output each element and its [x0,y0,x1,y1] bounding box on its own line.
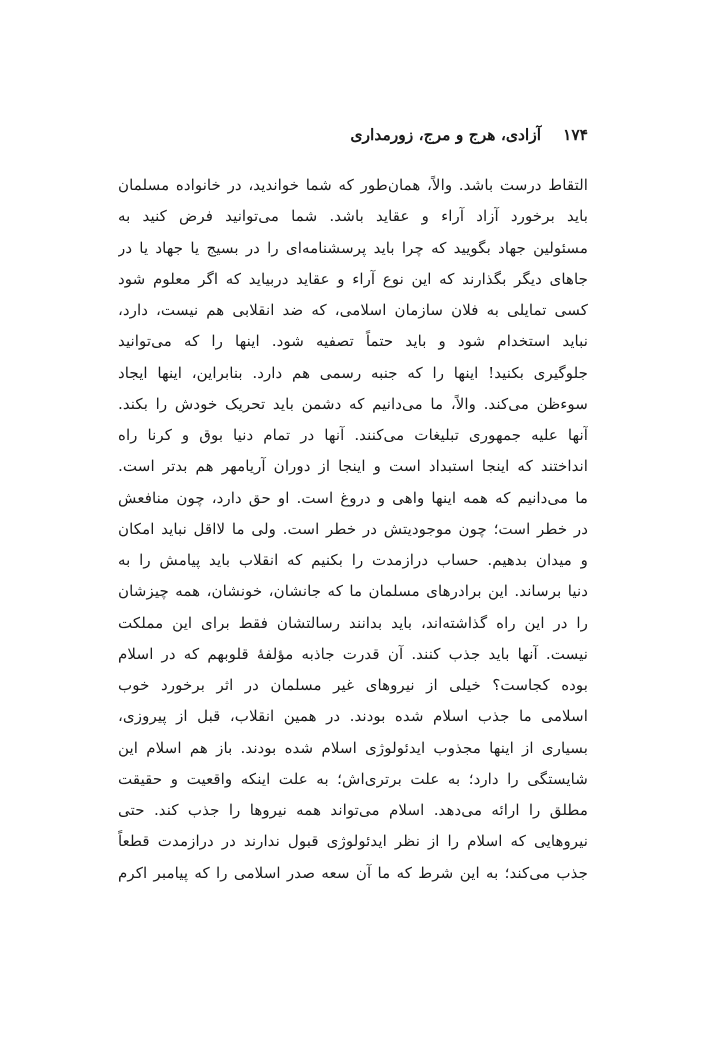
text-line: انداختند که اینجا استبداد است و اینجا از دوران آریامهر هم بدتر است. [118,457,588,476]
text-line: ما می‌دانیم که همه اینها واهی و دروغ است. او حق دارد، چون منافعش [118,488,588,507]
text-line: بوده کجاست؟ خیلی از نیروهای غیر مسلمان در اثر برخورد خوب [118,676,588,694]
text-line: اسلامی ما جذب اسلام شده بودند. در همین انقلاب، قبل از پیروزی، [118,707,588,726]
running-title: آزادی، هرج و مرج، زورمداری [350,124,542,144]
text-line: در خطر است؛ چون موجودیتش در خطر است. ولی ما لااقل نباید امکان [118,519,588,538]
text-line: سوءظن می‌کند. والاً، ما می‌دانیم که دشمن باید تحریک خودش را بکند. [118,394,588,413]
text-line: مطلق را ارائه می‌دهد. اسلام می‌تواند همه نیروها را جذب کند. حتی [118,801,588,819]
text-line: جذب می‌کند؛ به این شرط که ما آن سعه صدر اسلامی را که پیامبر اکرم [118,863,588,882]
text-line: نیست. آنها باید جذب کنند. آن قدرت جاذبه مؤلفهٔ قلوبهم که در اسلام [118,644,588,663]
text-line: شایستگی را دارد؛ به علت برتری‌اش؛ به علت اینکه واقعیت و حقیقت [118,769,588,788]
text-line: بسیاری از اینها مجذوب ایدئولوژی اسلام شده بودند. باز هم اسلام این [118,738,588,757]
text-line: دنیا برساند. این برادرهای مسلمان ما که جانشان، خونشان، همه چیزشان [118,582,588,601]
text-line: جاهای دیگر بگذارند که این نوع آراء و عقاید دربیاید که اگر معلوم شود [118,269,588,288]
body-text [118,170,588,889]
text-line: جلوگیری بکنید! اینها را که جنبه رسمی هم دارد. بنابراین، اینها ایجاد [118,363,588,382]
text-line: و میدان بدهیم. حساب درازمدت را بکنیم که انقلاب باید پیامش را به [118,551,588,569]
text-line: را در این راه گذاشته‌اند، باید بدانند رسالتشان فقط برای این مملکت [118,613,588,632]
text-line: التقاط درست باشد. والاً، همان‌طور که شما خواندید، در خانواده مسلمان [118,176,588,194]
text-line: آنها علیه جمهوری تبلیغات می‌کنند. آنها در تمام دنیا بوق و کرنا راه [118,426,588,444]
text-line: باید برخورد آزاد آراء و عقاید باشد. شما می‌توانید فرض کنید به [118,207,588,226]
text-line: مسئولین جهاد بگویید که چرا باید پرسشنامه‌ای را در بسیج یا جهاد یا در [118,238,588,257]
text-line: کسی تمایلی به فلان سازمان اسلامی، که ضد انقلابی هم نیست، دارد، [118,301,588,319]
text-line: نیروهایی که اسلام را از نظر ایدئولوژی قبول ندارند در درازمدت قطعاً [118,832,588,851]
text-line: نباید استخدام شود و باید حتماً تصفیه شود. اینها را که می‌توانید [118,332,588,351]
running-header [120,122,588,146]
page-number: ۱۷۴ [563,124,588,144]
